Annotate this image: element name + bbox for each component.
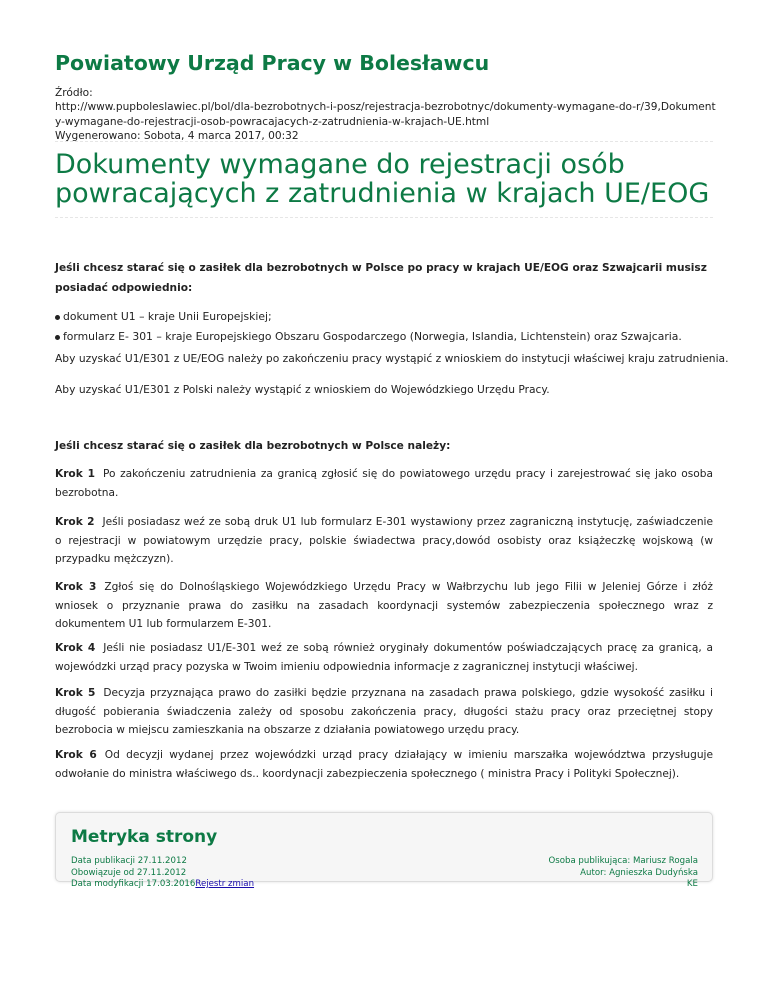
metadata-title: Metryka strony: [71, 827, 218, 847]
step-3: [55, 578, 713, 634]
valid-from-date: Obowiązuje od 27.11.2012: [71, 867, 187, 878]
divider: [55, 217, 713, 218]
step-5: [55, 684, 713, 740]
page-title-line1: Dokumenty wymagane do rejestracji osób: [55, 149, 625, 180]
list-item: dokument U1 – kraje Unii Europejskiej;: [55, 307, 682, 327]
page-title: [55, 150, 715, 208]
source-label: Źródło:: [55, 87, 93, 99]
source-url-line1: http://www.pupboleslawiec.pl/bol/dla-bezrobotnych-i-posz/rejestracja-bezrobotnyc/dokumenty-wymagane-do-r/39,Dokument: [55, 101, 716, 114]
page-metadata-box: [55, 812, 713, 889]
site-title: Powiatowy Urząd Pracy w Bolesławcu: [55, 51, 490, 75]
lead-line2: posiadać odpowiednio:: [55, 282, 193, 294]
metadata-people: [548, 856, 698, 891]
step-4: [55, 639, 713, 676]
lead-heading-documents: [55, 258, 713, 298]
paragraph-ue: Aby uzyskać U1/E301 z UE/EOG należy po zakończeniu pracy wystąpić z wnioskiem do instytucji właściwej kraju zatrudnienia.: [55, 352, 729, 365]
list-item: formularz E- 301 – kraje Europejskiego Obszaru Gospodarczego (Norwegia, Islandia, Lichtenstein) oraz Szwajcaria.: [55, 327, 682, 347]
source-block: [55, 86, 755, 144]
author: Autor: Agnieszka Dudyńska: [580, 867, 698, 878]
lead-line1: Jeśli chcesz starać się o zasiłek dla bezrobotnych w Polsce po pracy w krajach UE/EOG oraz Szwajcarii musisz: [55, 262, 707, 274]
paragraph-poland: Aby uzyskać U1/E301 z Polski należy wystąpić z wnioskiem do Wojewódzkiego Urzędu Pracy.: [55, 383, 550, 396]
step-text: Jeśli posiadasz weź ze sobą druk U1 lub formularz E-301 wystawiony przez zagraniczną instytucję, zaświadczenie o rejestracji w powiatowym urzędzie pracy, polskie świadectwa pracy,dowód osobisty oraz książeczkę wojskową (w przypadku mężczyzn).: [55, 516, 713, 565]
change-log-link[interactable]: Rejestr zmian: [195, 879, 255, 889]
metadata-dates: [71, 856, 254, 891]
step-text: Jeśli nie posiadasz U1/E-301 weź ze sobą również oryginały dokumentów poświadczających pracę za granicą, a wojewódzki urząd pracy pozyska w Twoim imieniu odpowiednia informacje z zagranicznej instytucji właściwej.: [55, 642, 713, 673]
modification-date: Data modyfikacji 17.03.2016: [71, 879, 196, 889]
step-label: Krok 1: [55, 468, 96, 480]
divider: [55, 141, 713, 142]
step-text: Zgłoś się do Dolnośląskiego Wojewódzkiego Urzędu Pracy w Wałbrzychu lub jego Filii w Jeleniej Górze i złóż wniosek o przyznanie prawa do zasiłku na zasadach koordynacji systemów zabezpieczenia społecznego wraz z dokumentem U1 lub formularzem E-301.: [55, 581, 713, 630]
step-label: Krok 3: [55, 581, 97, 593]
step-text: Od decyzji wydanej przez wojewódzki urząd pracy działający w imieniu marszałka województwa przysługuje odwołanie do ministra właściwego ds.. koordynacji zabezpieczenia społecznego ( ministra Pracy i Polityki Społecznej).: [55, 749, 714, 780]
step-6: [55, 746, 713, 783]
step-text: Po zakończeniu zatrudnienia za granicą zgłosić się do powiatowego urzędu pracy i zarejestrować się jako osoba bezrobotna.: [55, 468, 713, 499]
step-label: Krok 6: [55, 749, 97, 761]
source-url-line2: y-wymagane-do-rejestracji-osob-powracajacych-z-zatrudnienia-w-krajach-UE.html: [55, 115, 490, 128]
generated-timestamp: Wygenerowano: Sobota, 4 marca 2017, 00:32: [55, 130, 299, 143]
publication-date: Data publikacji 27.11.2012: [71, 856, 187, 866]
page-title-line2: powracających z zatrudnienia w krajach UE/EOG: [55, 178, 710, 209]
step-1: [55, 465, 713, 502]
step-text: Decyzja przyznająca prawo do zasiłki będzie przyznana na zasadach prawa polskiego, gdzie wysokość zasiłku i długość pobierania świadczenia zależy od sposobu zakończenia pracy, długości stażu pracy oraz przeciętnej stopy bezrobocia w miejscu zamieszkania na obszarze z działania powiatowego urzędu pracy.: [55, 687, 713, 736]
lead-heading-steps: Jeśli chcesz starać się o zasiłek dla bezrobotnych w Polsce należy:: [55, 440, 451, 452]
step-label: Krok 2: [55, 516, 95, 528]
step-label: Krok 5: [55, 687, 96, 699]
step-label: Krok 4: [55, 642, 96, 654]
step-2: [55, 513, 713, 569]
publisher: Osoba publikująca: Mariusz Rogala: [548, 856, 698, 866]
documents-list: [55, 307, 682, 347]
editor-initials: KE: [686, 879, 698, 889]
modification-row: [71, 879, 254, 891]
